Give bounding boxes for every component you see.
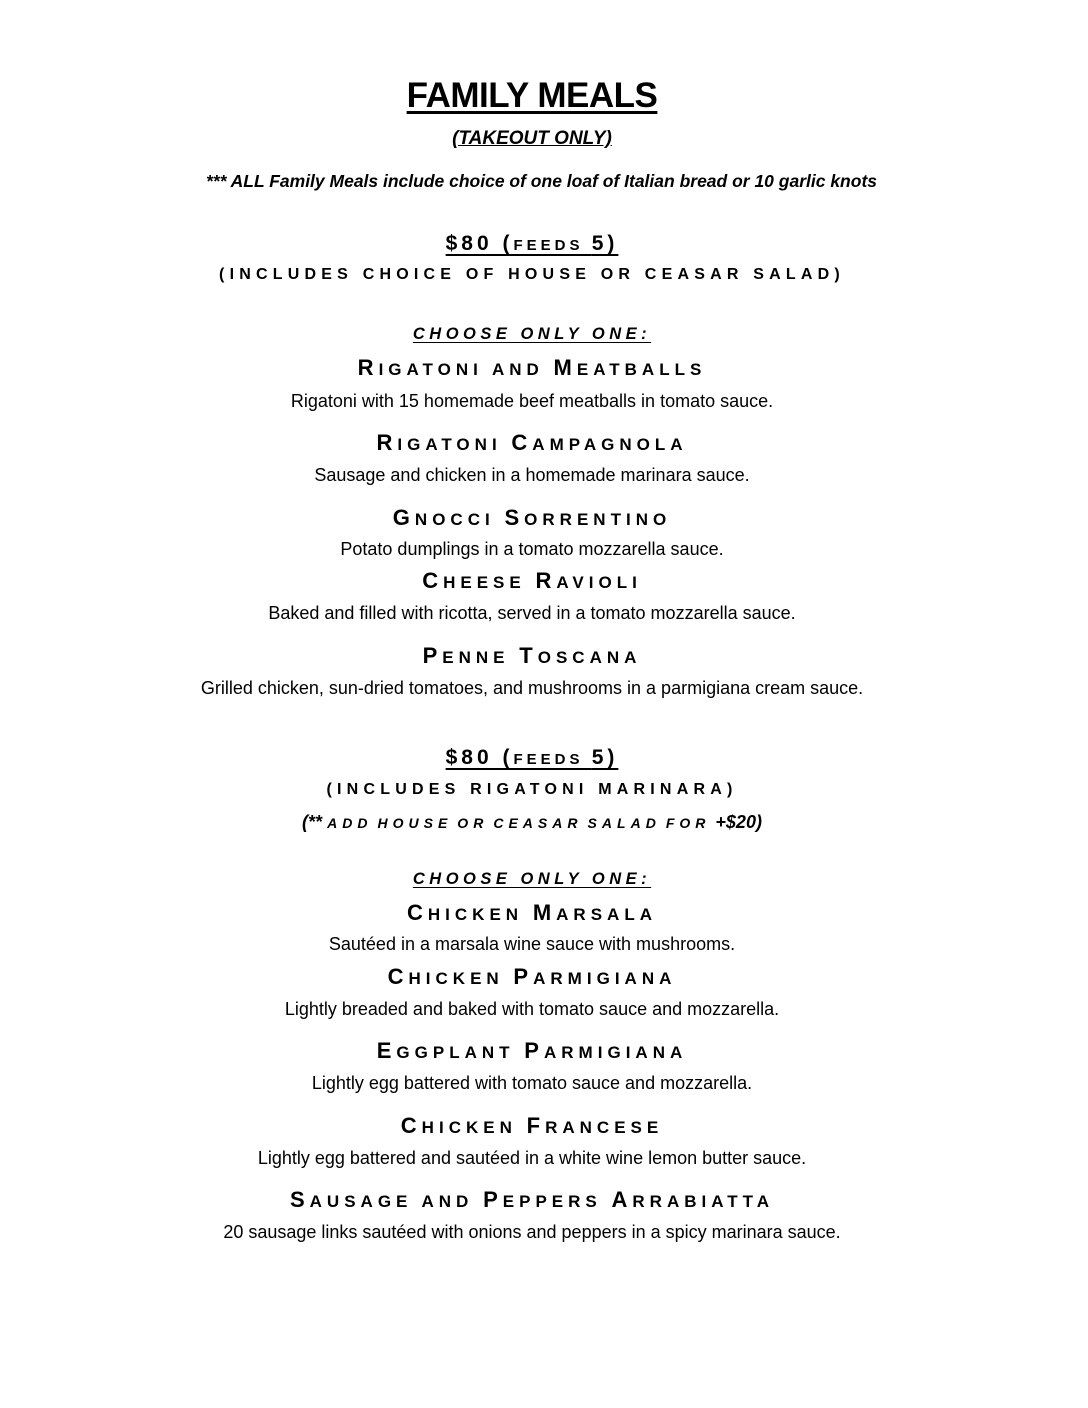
section-2-item-name: EGGPLANT PARMIGIANA [376,1038,688,1063]
page-title: FAMILY MEALS [406,76,658,115]
section-1-item-name: PENNE TOSCANA [422,643,642,668]
section-1-item-desc: Grilled chicken, sun-dried tomatoes, and mushrooms in a parmigiana cream sauce. [200,678,864,698]
section-2-choose: CHOOSE ONLY ONE: [412,870,652,888]
section-2-item-desc: Lightly egg battered and sautéed in a white wine lemon butter sauce. [257,1148,807,1168]
bread-note: *** ALL Family Meals include choice of one loaf of Italian bread or 10 garlic knots [206,171,877,191]
section-1-item-name: GNOCCI SORRENTINO [392,505,672,530]
section-1-item-name: CHEESE RAVIOLI [422,568,642,593]
section-1-choose: CHOOSE ONLY ONE: [412,325,652,343]
section-2-item-name: CHICKEN PARMIGIANA [387,964,677,989]
section-2-item-name: CHICKEN MARSALA [406,900,657,925]
section-1-includes: (INCLUDES CHOICE OF HOUSE OR CEASAR SALAD) [219,266,845,283]
section-1-item-name: RIGATONI AND MEATBALLS [357,355,707,380]
section-2-item-name: CHICKEN FRANCESE [400,1113,664,1138]
section-1-item-desc: Baked and filled with ricotta, served in a tomato mozzarella sauce. [268,603,796,623]
section-2-item-desc: Lightly breaded and baked with tomato sauce and mozzarella. [284,999,780,1019]
section-2-item-name: SAUSAGE AND PEPPERS ARRABIATTA [289,1187,775,1212]
section-2-item-desc: Sautéed in a marsala wine sauce with mushrooms. [328,934,736,954]
section-1-item-desc: Sausage and chicken in a homemade marinara sauce. [314,465,750,485]
section-1-item-desc: Potato dumplings in a tomato mozzarella sauce. [340,539,724,559]
section-2-price: $80 (FEEDS 5) [445,746,619,769]
page-subtitle: (TAKEOUT ONLY) [452,128,612,149]
section-1-item-name: RIGATONI CAMPAGNOLA [376,430,688,455]
section-2-addon: (** ADD HOUSE OR CEASAR SALAD FOR +$20) [302,812,762,832]
section-1-price: $80 (FEEDS 5) [445,232,619,255]
section-1-item-desc: Rigatoni with 15 homemade beef meatballs in tomato sauce. [290,391,774,411]
section-2-item-desc: Lightly egg battered with tomato sauce and mozzarella. [311,1073,753,1093]
section-2-item-desc: 20 sausage links sautéed with onions and peppers in a spicy marinara sauce. [223,1222,841,1242]
section-2-includes: (INCLUDES RIGATONI MARINARA) [326,781,738,798]
